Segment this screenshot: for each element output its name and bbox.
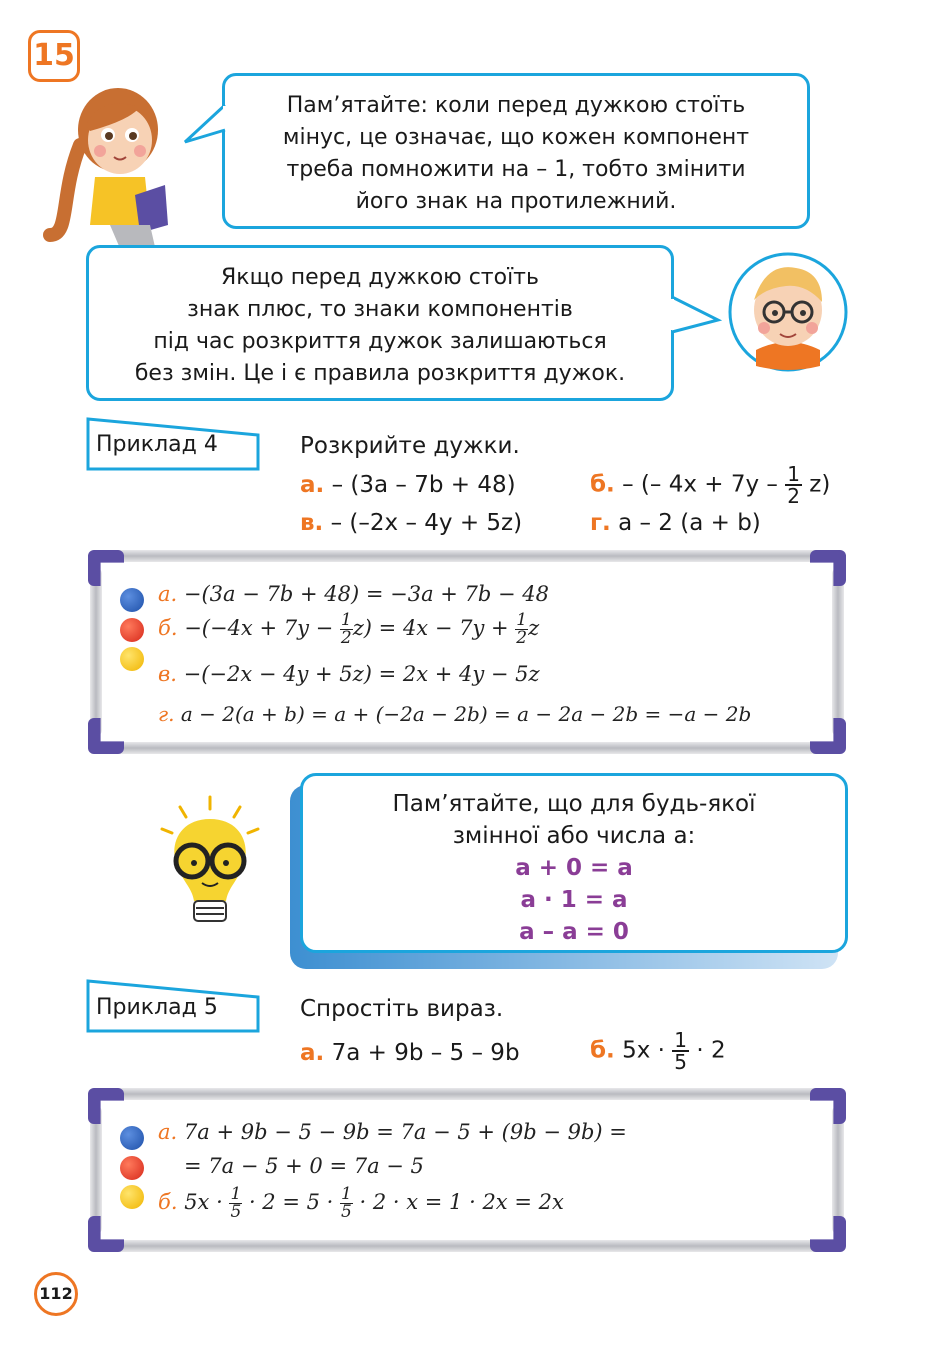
yellow-magnet-icon [120, 647, 144, 671]
example5-instruction: Спростіть вираз. [300, 996, 504, 1022]
bubble1-tail [183, 100, 227, 150]
bubble1-line4: його знак на протилежний. [355, 189, 677, 214]
solution-text: z [528, 616, 540, 640]
board-corner [88, 1216, 124, 1252]
fraction-denominator: 2 [516, 628, 528, 648]
blue-magnet-icon [120, 588, 144, 612]
solution-label: а. [158, 582, 178, 606]
fraction [785, 464, 802, 506]
board-rail-left [90, 568, 102, 736]
board-corner [810, 550, 846, 586]
board-rail-bottom [106, 1240, 828, 1252]
board-rail-right [832, 1106, 844, 1234]
solution5-a-continued [184, 1154, 424, 1178]
memo-box [300, 773, 848, 953]
solution-board-1 [88, 550, 846, 754]
fraction-numerator: 1 [340, 610, 352, 630]
memo-line1: Пам’ятайте, що для будь-якої [392, 791, 756, 817]
blue-magnet-icon [120, 1126, 144, 1150]
item-expression: – (–2x – 4y + 5z) [330, 510, 523, 536]
solution-text: −(−2x − 4y + 5z) = 2x + 4y − 5z [183, 662, 540, 686]
fraction-numerator: 1 [516, 610, 528, 630]
item-label: в. [300, 510, 324, 536]
solution5-a [158, 1120, 627, 1144]
memo-formula1: a + 0 = a [515, 855, 633, 881]
item-label: б. [590, 471, 615, 498]
solution-text: 5x · [184, 1190, 223, 1214]
board-rail-right [832, 568, 844, 736]
board-corner [88, 718, 124, 754]
item-expression-start: – (– 4x + 7y – [622, 471, 778, 498]
item-expression-start: 5x · [622, 1037, 665, 1064]
board-rail-left [90, 1106, 102, 1234]
board-corner [88, 1088, 124, 1124]
solution-text: a − 2(a + b) = a + (−2a − 2b) = a − 2a − 2b = −a − 2b [180, 702, 752, 726]
solution-text: · 2 = 5 · [248, 1190, 334, 1214]
solution-text: −(−4x + 7y − [184, 616, 334, 640]
board-rail-top [106, 550, 828, 562]
solution4-c [158, 662, 540, 686]
solution-text: z) = 4x − 7y + [352, 616, 509, 640]
example4-item-c [300, 510, 522, 536]
bubble2-line1: Якщо перед дужкою стоїть [221, 265, 539, 290]
red-magnet-icon [120, 1156, 144, 1180]
bubble1-line2: мінус, це означає, що кожен компонент [282, 125, 750, 150]
bubble2-line3: під час розкриття дужок залишаються [153, 329, 607, 354]
solution-label: а. [158, 1120, 178, 1144]
board-rail-top [106, 1088, 828, 1100]
item-label: а. [300, 1040, 325, 1066]
solution-text: = 7a − 5 + 0 = 7a − 5 [184, 1154, 424, 1178]
fraction-denominator: 2 [787, 484, 800, 508]
fraction-denominator: 2 [340, 628, 352, 648]
fraction-numerator: 1 [674, 1028, 688, 1052]
speech-bubble-boy [86, 245, 674, 401]
example4-item-a [300, 472, 516, 498]
example4-item-d [590, 510, 761, 536]
page-number: 112 [34, 1272, 78, 1316]
boy-avatar [726, 250, 850, 374]
board-corner [810, 718, 846, 754]
example4-instruction: Розкрийте дужки. [300, 433, 520, 459]
board-rail-bottom [106, 742, 828, 754]
solution-board-2 [88, 1088, 846, 1252]
item-expression-end: z) [809, 471, 831, 498]
memo-formula2: a · 1 = a [520, 887, 628, 913]
fraction [515, 612, 528, 647]
solution4-b [158, 612, 539, 647]
fraction-numerator: 1 [787, 462, 800, 486]
solution4-d [158, 702, 751, 726]
speech-bubble-girl [222, 73, 810, 229]
item-expression: a – 2 (a + b) [618, 510, 761, 536]
bubble1-line3: треба помножити на – 1, тобто змінити [286, 157, 746, 182]
solution-label: в. [158, 662, 177, 686]
solution-text: 7a + 9b − 5 − 9b = 7a − 5 + (9b − 9b) = [183, 1120, 627, 1144]
fraction-denominator: 5 [341, 1202, 352, 1222]
bubble2-tail [670, 292, 722, 342]
bubble2-line2: знак плюс, то знаки компонентів [187, 297, 573, 322]
example5-item-a [300, 1040, 520, 1066]
board-corner [88, 550, 124, 586]
item-label: б. [590, 1037, 615, 1064]
fraction-numerator: 1 [341, 1184, 352, 1204]
fraction-denominator: 5 [674, 1050, 688, 1074]
fraction [340, 612, 353, 647]
solution-text: · 2 · x = 1 · 2x = 2x [359, 1190, 564, 1214]
solution5-b [158, 1186, 564, 1221]
red-magnet-icon [120, 618, 144, 642]
solution-label: г. [158, 702, 175, 726]
solution-text: −(3a − 7b + 48) = −3a + 7b − 48 [183, 582, 550, 606]
item-expression-end: · 2 [696, 1037, 726, 1064]
item-label: г. [590, 510, 611, 536]
bubble2-line4: без змін. Це і є правила розкриття дужок. [134, 361, 626, 386]
fraction [229, 1186, 242, 1221]
item-label: а. [300, 472, 325, 498]
lightbulb-glasses-icon [158, 795, 262, 930]
example5-item-b [590, 1030, 726, 1072]
fraction-denominator: 5 [230, 1202, 242, 1222]
fraction [672, 1030, 689, 1072]
example5-tag: Приклад 5 [96, 995, 218, 1020]
item-expression: 7a + 9b – 5 – 9b [331, 1040, 520, 1066]
board-corner [810, 1216, 846, 1252]
memo-line2: змінної або числа a: [452, 823, 696, 849]
fraction-numerator: 1 [230, 1184, 242, 1204]
fraction [340, 1186, 353, 1221]
lesson-number-badge: 15 [28, 30, 80, 82]
item-expression: – (3a – 7b + 48) [331, 472, 516, 498]
memo-formula3: a – a = 0 [519, 919, 629, 945]
solution-label: б. [158, 1190, 178, 1214]
board-corner [810, 1088, 846, 1124]
bubble1-line1: Пам’ятайте: коли перед дужкою стоїть [286, 93, 746, 118]
example4-tag: Приклад 4 [96, 432, 218, 457]
solution4-a [158, 582, 549, 606]
solution-label: б. [158, 616, 178, 640]
yellow-magnet-icon [120, 1185, 144, 1209]
example4-item-b [590, 464, 830, 506]
